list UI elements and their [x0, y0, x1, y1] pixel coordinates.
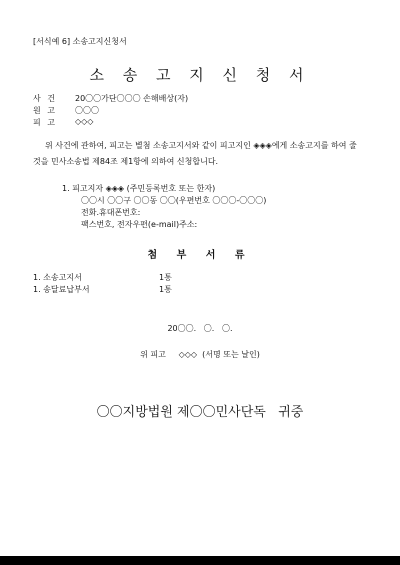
served-party-line: 1. 피고지자 ◈◈◈ (주민등록번호 또는 한자) [62, 184, 216, 193]
body-paragraph [33, 138, 373, 154]
body-line-1: 위 사건에 관하여, 피고는 별첨 소송고지서와 같이 피고지인 ◈◈◈에게 소송고지를 하여 줄 [45, 141, 357, 150]
served-address-line: 〇〇시 〇〇구 〇〇동 〇〇(우편번호 〇〇〇-〇〇〇) [81, 196, 267, 205]
attachment-item-count: 1통 [159, 285, 172, 294]
court-addressee: 〇〇지방법원 제〇〇민사단독 귀중 [96, 405, 304, 420]
defendant-value: ◇◇◇ [75, 117, 94, 126]
served-fax-email-line: 팩스번호, 전자우편(e-mail)주소: [81, 220, 198, 229]
document-title: 소 송 고 지 신 청 서 [89, 66, 311, 84]
defendant-label: 피 고 [33, 118, 57, 127]
plaintiff-value: 〇〇〇 [75, 106, 99, 115]
case-label: 사 건 [33, 94, 57, 103]
plaintiff-label: 원 고 [33, 106, 57, 115]
body-line-2: 것을 민사소송법 제84조 제1항에 의하여 신청합니다. [33, 157, 219, 166]
form-label: [서식예 6] 소송고지신청서 [33, 37, 127, 46]
served-phone-line: 전화.휴대폰번호: [81, 208, 141, 217]
attachment-item-name: 1. 소송고지서 [33, 273, 82, 282]
attachment-item-count: 1통 [159, 273, 172, 282]
case-value: 20〇〇가단〇〇〇 손해배상(자) [75, 94, 189, 103]
bottom-border [0, 556, 400, 565]
attachments-title: 첨 부 서 류 [147, 250, 253, 261]
attachment-item-name: 1. 송달료납부서 [33, 285, 90, 294]
signature-line: 위 피고 ◇◇◇ (서명 또는 날인) [140, 350, 260, 359]
filing-date: 20〇〇. 〇. 〇. [167, 324, 233, 333]
